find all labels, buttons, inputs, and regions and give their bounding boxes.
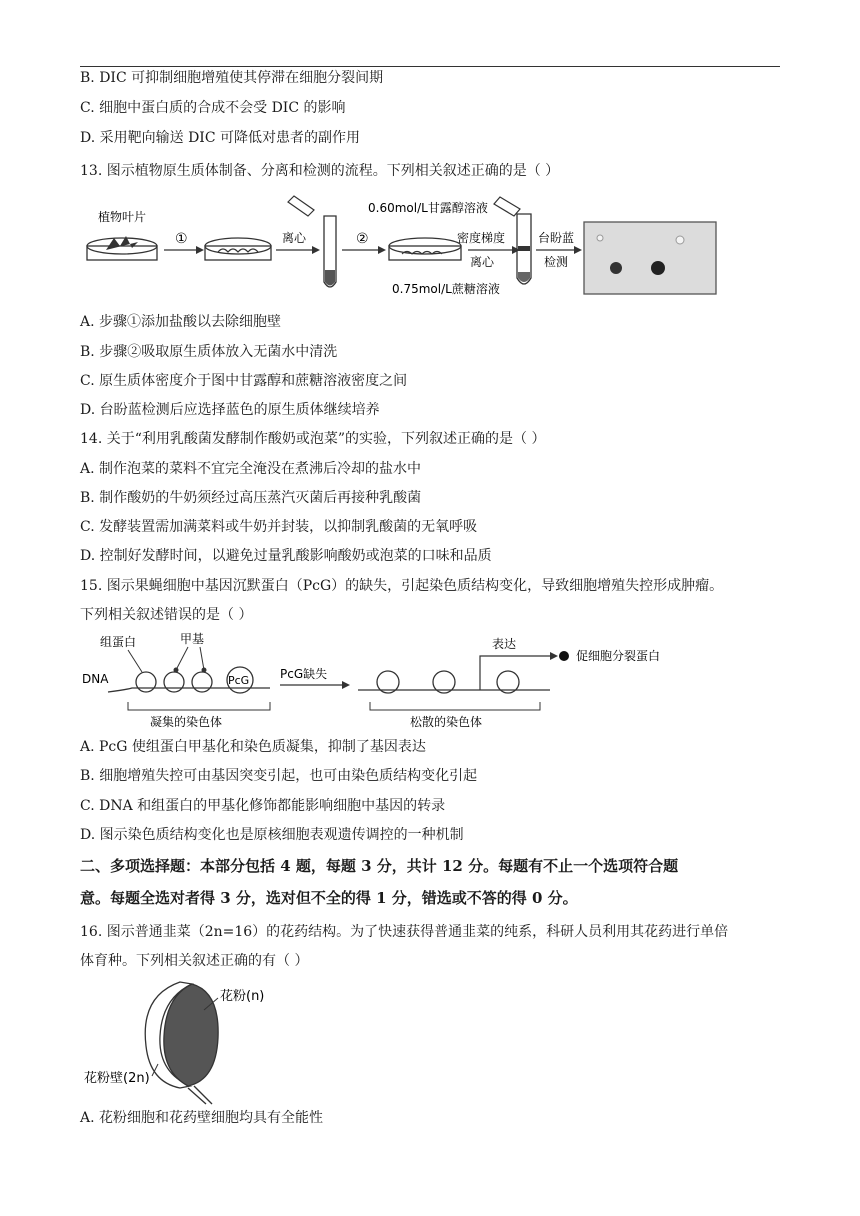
q15-option-d: D. 图示染色质结构变化也是原核细胞表观遗传调控的一种机制 <box>80 827 464 843</box>
methyl-mark <box>202 668 207 673</box>
methyl-pointer <box>176 647 188 670</box>
tube-2-pellet <box>518 272 530 282</box>
pipette-1 <box>288 196 314 216</box>
expression-arrow-head <box>550 652 558 660</box>
figure-protoplast-workflow <box>80 194 720 298</box>
q15-option-b: B. 细胞增殖失控可由基因突变引起，也可由染色质结构变化引起 <box>80 768 478 784</box>
fig15-condensed-label: 凝集的染色体 <box>150 715 223 729</box>
fig13-centrifuge-label: 离心 <box>282 231 307 245</box>
arrow-3-head <box>378 246 386 254</box>
question-14: 14. 关于“利用乳酸菌发酵制作酸奶或泡菜”的实验，下列叙述正确的是（ ） <box>80 431 546 447</box>
question-13: 13. 图示植物原生质体制备、分离和检测的流程。下列相关叙述正确的是（ ） <box>80 163 560 179</box>
fig15-dna-label: DNA <box>82 672 109 686</box>
fig13-trypan-label: 台盼蓝 <box>538 231 575 245</box>
q15-option-c: C. DNA 和组蛋白的甲基化修饰都能影响细胞中基因的转录 <box>80 798 446 814</box>
division-protein-dot <box>559 651 569 661</box>
q14-option-c: C. 发酵装置需加满菜料或牛奶并封装，以抑制乳酸菌的无氧呼吸 <box>80 519 478 535</box>
unstained-cell <box>597 235 603 241</box>
stained-cell <box>651 261 665 275</box>
arrow-2-head <box>312 246 320 254</box>
bracket-condensed <box>128 702 270 710</box>
fig16-wall-label: 花粉壁(2n) <box>84 1071 150 1086</box>
figure-pcg-chromatin <box>80 630 700 730</box>
bracket-loose <box>370 702 540 710</box>
q12-option-b: B. DIC 可抑制细胞增殖使其停滞在细胞分裂间期 <box>80 70 384 86</box>
q14-option-b: B. 制作酸奶的牛奶须经过高压蒸汽灭菌后再接种乳酸菌 <box>80 490 422 506</box>
figure-anther <box>80 976 300 1106</box>
question-15: 15. 图示果蝇细胞中基因沉默蛋白（PcG）的缺失，引起染色质结构变化，导致细胞增殖失控形成肿瘤。 <box>80 578 724 594</box>
stained-cell <box>610 262 622 274</box>
q12-option-d: D. 采用靶向输送 DIC 可降低对患者的副作用 <box>80 130 360 146</box>
fig13-mannitol-label: 0.60mol/L甘露醇溶液 <box>368 201 488 215</box>
q14-option-a: A. 制作泡菜的菜料不宜完全淹没在煮沸后冷却的盐水中 <box>80 461 422 477</box>
fig13-leaf-label: 植物叶片 <box>98 210 147 224</box>
digest-particles <box>218 249 258 252</box>
nucleosome <box>164 672 184 692</box>
question-16: 16. 图示普通韭菜（2n=16）的花药结构。为了快速获得普通韭菜的纯系，科研人员利用其花药进行单倍 <box>80 924 729 940</box>
q13-option-b: B. 步骤②吸取原生质体放入无菌水中清洗 <box>80 344 338 360</box>
fig15-express-label: 表达 <box>492 637 517 651</box>
q13-option-d: D. 台盼蓝检测后应选择蓝色的原生质体继续培养 <box>80 402 380 418</box>
unstained-cell <box>676 236 684 244</box>
q16-option-a: A. 花粉细胞和花药壁细胞均具有全能性 <box>80 1110 324 1126</box>
q15-option-a: A. PcG 使组蛋白甲基化和染色质凝集，抑制了基因表达 <box>80 739 426 755</box>
fig13-centrifuge2-label: 离心 <box>470 255 495 269</box>
q14-option-d: D. 控制好发酵时间，以避免过量乳酸影响酸奶或泡菜的口味和品质 <box>80 548 492 564</box>
fig16-pollen-label: 花粉(n) <box>220 989 265 1004</box>
section-2-heading-cont: 意。每题全选对者得 3 分，选对但不全的得 1 分，错选或不答的得 0 分。 <box>80 889 578 907</box>
fig13-density-label: 密度梯度 <box>457 231 506 245</box>
fig15-loose-label: 松散的染色体 <box>410 715 483 729</box>
arrow-5-head <box>574 246 582 254</box>
petri-dish-3-body <box>389 246 461 260</box>
tube-2-protoplast-band <box>518 246 530 251</box>
arrow-1-head <box>196 246 204 254</box>
methyl-pointer <box>200 647 204 670</box>
section-2-heading: 二、多项选择题：本部分包括 4 题，每题 3 分，共计 12 分。每题有不止一个选项符合题 <box>80 857 679 875</box>
question-16-cont: 体育种。下列相关叙述正确的有（ ） <box>80 953 309 969</box>
histone-pointer <box>128 650 142 672</box>
fig15-pcg-label: PcG <box>228 674 250 687</box>
fig15-pcg-loss-label: PcG缺失 <box>280 667 328 681</box>
q13-option-a: A. 步骤①添加盐酸以去除细胞壁 <box>80 314 282 330</box>
loss-arrow-head <box>342 681 350 689</box>
fig13-detect-label: 检测 <box>544 255 569 269</box>
nucleosome <box>192 672 212 692</box>
petri-dish-2-body <box>205 246 271 260</box>
microscope-view <box>584 222 716 294</box>
methyl-mark <box>174 668 179 673</box>
pipette-2 <box>494 197 520 216</box>
fig15-histone-label: 组蛋白 <box>100 635 137 649</box>
q12-option-c: C. 细胞中蛋白质的合成不会受 DIC 的影响 <box>80 100 346 116</box>
fig15-methyl-label: 甲基 <box>180 632 205 646</box>
q13-option-c: C. 原生质体密度介于图中甘露醇和蔗糖溶液密度之间 <box>80 373 408 389</box>
fig13-sucrose-label: 0.75mol/L蔗糖溶液 <box>392 282 500 296</box>
header-rule <box>80 66 780 67</box>
tube-1-pellet <box>325 270 335 286</box>
fig15-protein-label: 促细胞分裂蛋白 <box>576 649 661 663</box>
petri-dish-1-body <box>87 246 157 260</box>
question-15-cont: 下列相关叙述错误的是（ ） <box>80 607 253 623</box>
fig13-step1: ① <box>175 231 188 247</box>
fig13-step2: ② <box>356 231 369 247</box>
nucleosome <box>136 672 156 692</box>
